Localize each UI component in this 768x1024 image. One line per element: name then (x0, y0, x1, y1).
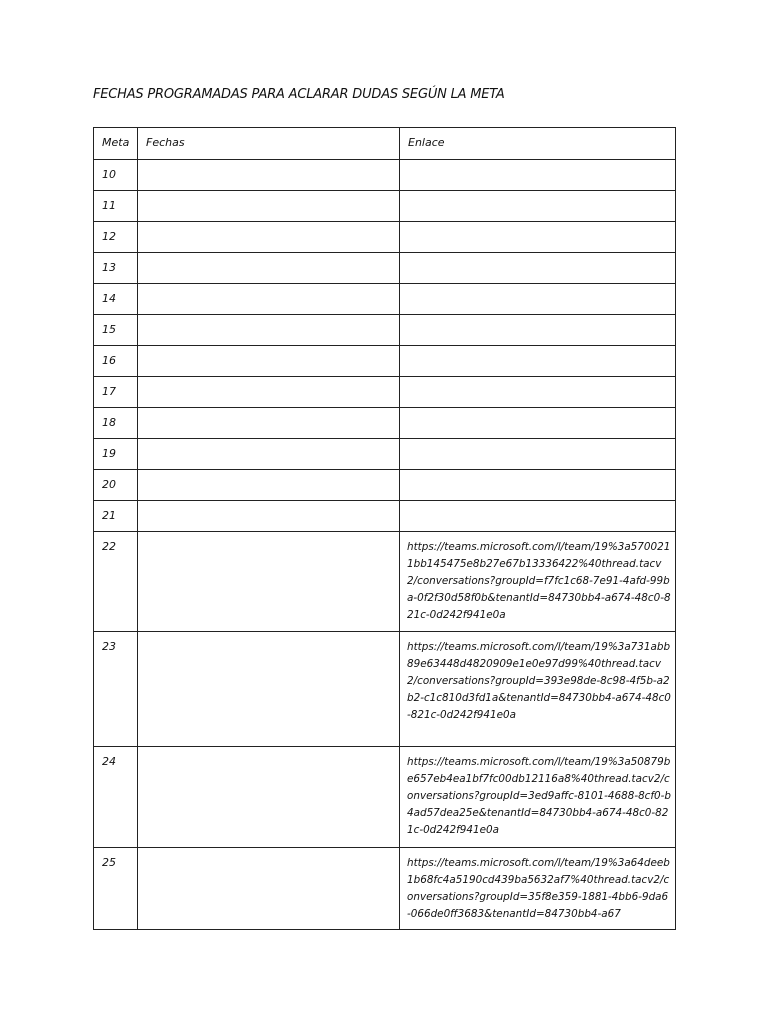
fechas-value (138, 532, 399, 540)
teams-link[interactable]: https://teams.microsoft.com/l/team/19%3a731abb89e63448d4820909e1e0e97d99%40thread.tacv2/conversations?groupId=393e98de-8c98-4f5b-a2b2-c1c810d3fd1a&tenantId=84730bb4-a674-48c0-821c-0d242f941e0a (407, 641, 671, 721)
fechas-cell[interactable] (138, 439, 400, 470)
meta-cell (94, 346, 138, 377)
fechas-value (138, 848, 399, 856)
table-row (94, 160, 676, 191)
meta-number: 10 (102, 168, 116, 181)
enlace-value (400, 377, 675, 385)
fechas-value (138, 222, 399, 230)
fechas-value (138, 160, 399, 168)
enlace-value (400, 284, 675, 292)
meta-number: 23 (102, 640, 116, 653)
enlace-value (400, 346, 675, 354)
enlace-cell[interactable] (400, 160, 676, 191)
enlace-value (400, 439, 675, 447)
fechas-cell[interactable] (138, 470, 400, 501)
enlace-cell[interactable] (400, 315, 676, 346)
meta-number: 22 (102, 540, 116, 553)
fechas-cell[interactable] (138, 346, 400, 377)
fechas-value (138, 284, 399, 292)
enlace-cell[interactable] (400, 408, 676, 439)
enlace-cell[interactable] (400, 222, 676, 253)
meta-number: 25 (102, 856, 116, 869)
table-row (94, 377, 676, 408)
meta-number: 12 (102, 230, 116, 243)
enlace-cell (400, 747, 676, 848)
meta-cell (94, 747, 138, 848)
fechas-value (138, 315, 399, 323)
meta-number: 11 (102, 199, 116, 212)
meta-cell (94, 315, 138, 346)
enlace-cell[interactable] (400, 377, 676, 408)
enlace-cell[interactable] (400, 470, 676, 501)
fechas-value (138, 253, 399, 261)
fechas-value (138, 346, 399, 354)
fechas-cell[interactable] (138, 191, 400, 222)
fechas-cell[interactable] (138, 284, 400, 315)
meta-cell (94, 253, 138, 284)
table-row (94, 191, 676, 222)
fechas-value (138, 408, 399, 416)
fechas-cell[interactable] (138, 377, 400, 408)
table-row (94, 222, 676, 253)
fechas-cell[interactable] (138, 160, 400, 191)
fechas-cell[interactable] (138, 408, 400, 439)
meta-cell (94, 632, 138, 747)
table-row (94, 632, 676, 747)
meta-number: 14 (102, 292, 116, 305)
fechas-value (138, 747, 399, 755)
fechas-cell[interactable] (138, 501, 400, 532)
table-row (94, 747, 676, 848)
fechas-cell[interactable] (138, 222, 400, 253)
enlace-cell (400, 848, 676, 930)
enlace-cell (400, 632, 676, 747)
meta-cell (94, 501, 138, 532)
table-row (94, 253, 676, 284)
meta-number: 20 (102, 478, 116, 491)
table-row (94, 408, 676, 439)
table-row (94, 501, 676, 532)
enlace-cell[interactable] (400, 284, 676, 315)
fechas-value (138, 470, 399, 478)
teams-link[interactable]: https://teams.microsoft.com/l/team/19%3a50879be657eb4ea1bf7fc00db12116a8%40thread.tacv2/conversations?groupId=3ed9affc-8101-4688-8cf0-b4ad57dea25e&tenantId=84730bb4-a674-48c0-821c-0d242f941e0a (407, 756, 672, 836)
table-row (94, 315, 676, 346)
enlace-value (400, 222, 675, 230)
meta-number: 21 (102, 509, 116, 522)
header-enlace (400, 128, 676, 160)
table-row (94, 532, 676, 632)
table-row (94, 439, 676, 470)
meta-cell (94, 222, 138, 253)
meta-cell (94, 191, 138, 222)
meta-number: 17 (102, 385, 116, 398)
enlace-cell (400, 532, 676, 632)
meta-number: 18 (102, 416, 116, 429)
enlace-value (400, 408, 675, 416)
fechas-cell[interactable] (138, 532, 400, 632)
enlace-value (400, 160, 675, 168)
fechas-value (138, 191, 399, 199)
fechas-cell[interactable] (138, 315, 400, 346)
fechas-value (138, 377, 399, 385)
meta-number: 13 (102, 261, 116, 274)
header-fechas-label: Fechas (146, 136, 185, 149)
meta-number: 19 (102, 447, 116, 460)
meta-schedule-table (93, 127, 676, 930)
teams-link[interactable]: https://teams.microsoft.com/l/team/19%3a64deeb1b68fc4a5190cd439ba5632af7%40thread.tacv2/conversations?groupId=35f8e359-1881-4bb6-9da6-066de0ff3683&tenantId=84730bb4-a67 (407, 857, 670, 920)
fechas-value (138, 439, 399, 447)
table-row (94, 284, 676, 315)
enlace-value (400, 470, 675, 478)
enlace-cell[interactable] (400, 346, 676, 377)
header-fechas (138, 128, 400, 160)
table-row (94, 470, 676, 501)
header-meta-label: Meta (102, 136, 130, 149)
enlace-cell[interactable] (400, 191, 676, 222)
table-row (94, 848, 676, 930)
enlace-value (400, 253, 675, 261)
meta-number: 15 (102, 323, 116, 336)
fechas-value (138, 501, 399, 509)
fechas-cell[interactable] (138, 632, 400, 747)
enlace-value (400, 191, 675, 199)
page-title: FECHAS PROGRAMADAS PARA ACLARAR DUDAS SEGÚN LA META (93, 87, 505, 102)
fechas-value (138, 632, 399, 640)
meta-cell (94, 284, 138, 315)
fechas-cell[interactable] (138, 253, 400, 284)
enlace-cell[interactable] (400, 439, 676, 470)
fechas-cell[interactable] (138, 747, 400, 848)
enlace-value (400, 315, 675, 323)
meta-cell (94, 439, 138, 470)
enlace-cell[interactable] (400, 253, 676, 284)
meta-cell (94, 408, 138, 439)
meta-number: 16 (102, 354, 116, 367)
fechas-cell[interactable] (138, 848, 400, 930)
meta-cell (94, 377, 138, 408)
meta-cell (94, 848, 138, 930)
meta-number: 24 (102, 755, 116, 768)
enlace-value (400, 501, 675, 509)
header-meta (94, 128, 138, 160)
header-enlace-label: Enlace (408, 136, 445, 149)
table-header-row (94, 128, 676, 160)
meta-cell (94, 470, 138, 501)
meta-cell (94, 532, 138, 632)
enlace-cell[interactable] (400, 501, 676, 532)
meta-cell (94, 160, 138, 191)
table-row (94, 346, 676, 377)
teams-link[interactable]: https://teams.microsoft.com/l/team/19%3a5700211bb145475e8b27e67b13336422%40thread.tacv2/conversations?groupId=f7fc1c68-7e91-4afd-99ba-0f2f30d58f0b&tenantId=84730bb4-a674-48c0-821c-0d242f941e0a (407, 541, 671, 621)
